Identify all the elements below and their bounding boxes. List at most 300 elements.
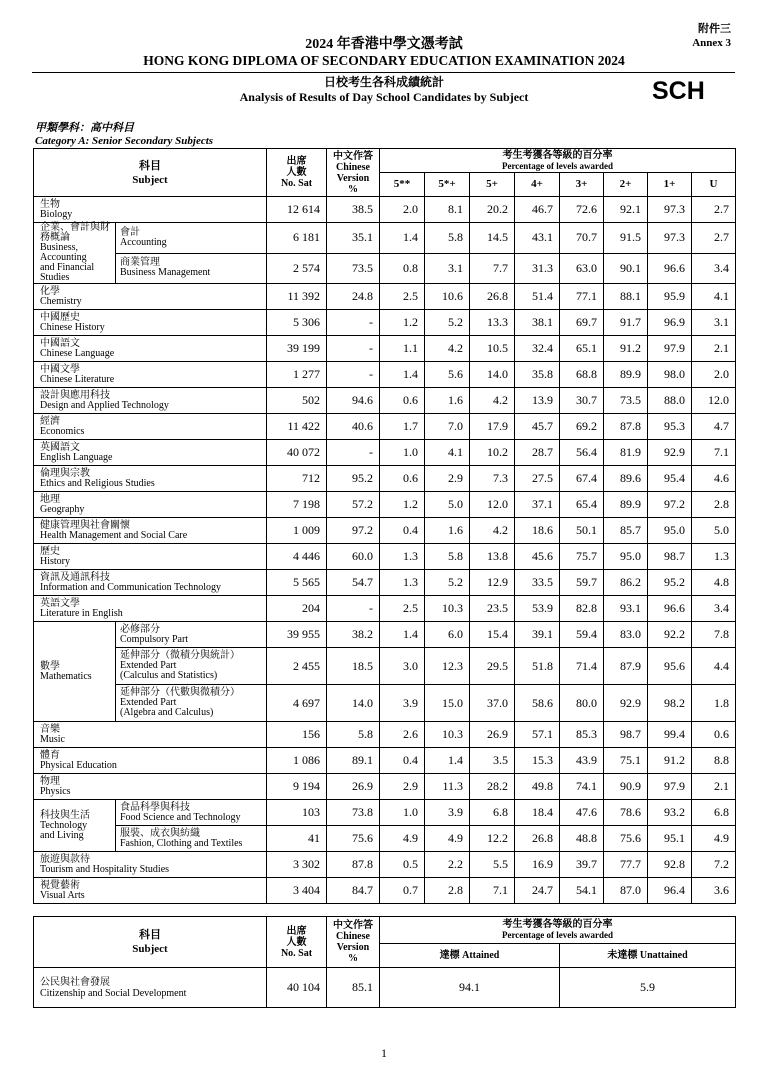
chinese-version-cell: - bbox=[327, 440, 380, 466]
grade-pct-cell: 87.0 bbox=[604, 878, 648, 904]
grade-pct-cell: 97.9 bbox=[648, 774, 692, 800]
subject-zh: 設計與應用科技 bbox=[40, 389, 110, 401]
subject-en: Food Science and Technology bbox=[120, 811, 241, 823]
subject-en: Extended Part bbox=[120, 660, 177, 671]
no-sat-cell: 7 198 bbox=[267, 492, 327, 518]
subject-en: History bbox=[40, 555, 70, 567]
grade-pct-cell: 4.4 bbox=[692, 648, 736, 685]
grade-pct-cell: 92.9 bbox=[648, 440, 692, 466]
no-sat-cell: 39 199 bbox=[267, 336, 327, 362]
group-label: and Financial Studies bbox=[40, 262, 95, 283]
grade-header: 2+ bbox=[604, 173, 648, 197]
chinese-version-cell: 94.6 bbox=[327, 388, 380, 414]
subject-en: English Language bbox=[40, 451, 113, 463]
subject-cell bbox=[34, 414, 267, 440]
no-sat-cell: 1 086 bbox=[267, 748, 327, 774]
grade-pct-cell: 96.6 bbox=[648, 253, 692, 284]
grade-pct-cell: 3.1 bbox=[692, 310, 736, 336]
subject-cell bbox=[34, 748, 267, 774]
subject-cell bbox=[34, 197, 267, 223]
no-sat-cell: 502 bbox=[267, 388, 327, 414]
csd-header-subject: 科目 Subject bbox=[34, 917, 267, 968]
category-heading bbox=[35, 122, 213, 148]
no-sat-cell: 204 bbox=[267, 596, 327, 622]
subject-zh: 經濟 bbox=[40, 415, 60, 427]
grade-pct-cell: 6.8 bbox=[470, 800, 515, 826]
grade-pct-cell: 20.2 bbox=[470, 197, 515, 223]
grade-pct-cell: 2.7 bbox=[692, 223, 736, 254]
csd-header-percentage: 考生考獲各等級的百分率 Percentage of levels awarded bbox=[380, 917, 736, 944]
grade-pct-cell: 95.4 bbox=[648, 466, 692, 492]
grade-pct-cell: 1.6 bbox=[425, 388, 470, 414]
subject-zh: 倫理與宗教 bbox=[40, 467, 90, 479]
grade-pct-cell: 38.1 bbox=[515, 310, 560, 336]
grade-pct-cell: 98.2 bbox=[648, 685, 692, 722]
subject-zh: 健康管理與社會關懷 bbox=[40, 519, 130, 531]
grade-pct-cell: 3.5 bbox=[470, 748, 515, 774]
grade-pct-cell: 1.7 bbox=[380, 414, 425, 440]
chinese-version-cell: 97.2 bbox=[327, 518, 380, 544]
grade-pct-cell: 98.7 bbox=[604, 722, 648, 748]
grade-pct-cell: 3.4 bbox=[692, 253, 736, 284]
grade-pct-cell: 14.5 bbox=[470, 223, 515, 254]
grade-header: 5+ bbox=[470, 173, 515, 197]
table-row bbox=[34, 774, 736, 800]
grade-pct-cell: 23.5 bbox=[470, 596, 515, 622]
grade-pct-cell: 98.0 bbox=[648, 362, 692, 388]
subject-cell bbox=[116, 800, 267, 826]
csd-header-attained: 達標 Attained bbox=[380, 944, 560, 968]
grade-pct-cell: 0.6 bbox=[692, 722, 736, 748]
subject-en: Information and Communication Technology bbox=[40, 581, 222, 593]
subject-en: Health Management and Social Care bbox=[40, 529, 188, 541]
sch-code: SCH bbox=[652, 77, 705, 105]
grade-pct-cell: 45.6 bbox=[515, 544, 560, 570]
grade-pct-cell: 1.2 bbox=[380, 492, 425, 518]
subject-zh: 英語文學 bbox=[40, 597, 80, 609]
chinese-version-cell: 75.6 bbox=[327, 826, 380, 852]
grade-pct-cell: 10.2 bbox=[470, 440, 515, 466]
subject-cell bbox=[116, 622, 267, 648]
grade-pct-cell: 95.9 bbox=[648, 284, 692, 310]
subject-zh: 延伸部分（代數與微積分） bbox=[120, 687, 240, 698]
grade-pct-cell: 90.1 bbox=[604, 253, 648, 284]
grade-pct-cell: 57.1 bbox=[515, 722, 560, 748]
grade-pct-cell: 8.8 bbox=[692, 748, 736, 774]
table-row bbox=[34, 748, 736, 774]
grade-pct-cell: 0.8 bbox=[380, 253, 425, 284]
subject-en: Extended Part bbox=[120, 697, 177, 708]
grade-pct-cell: 6.0 bbox=[425, 622, 470, 648]
grade-pct-cell: 51.4 bbox=[515, 284, 560, 310]
subject-cell bbox=[34, 878, 267, 904]
grade-pct-cell: 30.7 bbox=[560, 388, 604, 414]
chinese-version-cell: - bbox=[327, 310, 380, 336]
grade-pct-cell: 2.9 bbox=[380, 774, 425, 800]
grade-pct-cell: 75.7 bbox=[560, 544, 604, 570]
title-divider bbox=[32, 72, 735, 73]
subject-en: Geography bbox=[40, 503, 85, 515]
table-row bbox=[34, 968, 736, 1008]
table-row bbox=[34, 826, 736, 852]
grade-pct-cell: 99.4 bbox=[648, 722, 692, 748]
no-sat-cell: 3 302 bbox=[267, 852, 327, 878]
grade-pct-cell: 59.4 bbox=[560, 622, 604, 648]
grade-pct-cell: 16.9 bbox=[515, 852, 560, 878]
grade-pct-cell: 83.0 bbox=[604, 622, 648, 648]
subject-en: Business Management bbox=[120, 267, 211, 279]
csd-table bbox=[33, 916, 736, 1008]
grade-pct-cell: 2.0 bbox=[380, 197, 425, 223]
no-sat-cell: 5 306 bbox=[267, 310, 327, 336]
grade-pct-cell: 47.6 bbox=[560, 800, 604, 826]
grade-pct-cell: 10.6 bbox=[425, 284, 470, 310]
grade-pct-cell: 2.1 bbox=[692, 336, 736, 362]
table-row bbox=[34, 223, 736, 254]
grade-pct-cell: 71.4 bbox=[560, 648, 604, 685]
grade-pct-cell: 8.1 bbox=[425, 197, 470, 223]
grade-pct-cell: 15.0 bbox=[425, 685, 470, 722]
grade-pct-cell: 97.3 bbox=[648, 197, 692, 223]
grade-pct-cell: 92.8 bbox=[648, 852, 692, 878]
grade-pct-cell: 1.0 bbox=[380, 440, 425, 466]
grade-pct-cell: 4.9 bbox=[380, 826, 425, 852]
grade-pct-cell: 65.1 bbox=[560, 336, 604, 362]
grade-pct-cell: 43.1 bbox=[515, 223, 560, 254]
grade-pct-cell: 91.7 bbox=[604, 310, 648, 336]
grade-pct-cell: 89.9 bbox=[604, 492, 648, 518]
grade-pct-cell: 13.9 bbox=[515, 388, 560, 414]
chinese-version-cell: 5.8 bbox=[327, 722, 380, 748]
subject-cell bbox=[34, 388, 267, 414]
subject-zh: 生物 bbox=[40, 198, 60, 210]
grade-pct-cell: 1.4 bbox=[380, 622, 425, 648]
grade-pct-cell: 95.3 bbox=[648, 414, 692, 440]
no-sat-cell: 712 bbox=[267, 466, 327, 492]
grade-pct-cell: 28.2 bbox=[470, 774, 515, 800]
grade-pct-cell: 51.8 bbox=[515, 648, 560, 685]
subject-cell bbox=[34, 492, 267, 518]
subject-zh: 中國歷史 bbox=[40, 311, 80, 323]
grade-pct-cell: 72.6 bbox=[560, 197, 604, 223]
table-row bbox=[34, 440, 736, 466]
table-row bbox=[34, 685, 736, 722]
grade-pct-cell: 2.2 bbox=[425, 852, 470, 878]
subject-zh: 服裝、成衣與紡織 bbox=[120, 827, 200, 839]
header-chinese-version: 中文作答 Chinese Version % bbox=[327, 149, 380, 197]
grade-pct-cell: 97.9 bbox=[648, 336, 692, 362]
grade-pct-cell: 2.5 bbox=[380, 596, 425, 622]
grade-pct-cell: 2.8 bbox=[425, 878, 470, 904]
grade-pct-cell: 26.8 bbox=[470, 284, 515, 310]
grade-pct-cell: 96.6 bbox=[648, 596, 692, 622]
grade-pct-cell: 46.7 bbox=[515, 197, 560, 223]
no-sat-cell: 40 072 bbox=[267, 440, 327, 466]
no-sat-cell: 11 392 bbox=[267, 284, 327, 310]
subject-cell bbox=[34, 284, 267, 310]
grade-pct-cell: 26.9 bbox=[470, 722, 515, 748]
subject-zh: 物理 bbox=[40, 775, 60, 787]
grade-pct-cell: 69.7 bbox=[560, 310, 604, 336]
grade-pct-cell: 7.7 bbox=[470, 253, 515, 284]
no-sat-cell: 3 404 bbox=[267, 878, 327, 904]
group-label: 科技與生活 bbox=[40, 809, 90, 821]
grade-pct-cell: 74.1 bbox=[560, 774, 604, 800]
grade-pct-cell: 11.3 bbox=[425, 774, 470, 800]
subject-en-2: (Calculus and Statistics) bbox=[120, 670, 218, 681]
subject-zh: 食品科學與科技 bbox=[120, 801, 190, 813]
grade-pct-cell: 4.6 bbox=[692, 466, 736, 492]
chinese-version-cell: 89.1 bbox=[327, 748, 380, 774]
grade-pct-cell: 0.6 bbox=[380, 388, 425, 414]
group-label: 數學 bbox=[40, 660, 60, 672]
grade-pct-cell: 5.8 bbox=[425, 223, 470, 254]
grade-pct-cell: 29.5 bbox=[470, 648, 515, 685]
grade-pct-cell: 65.4 bbox=[560, 492, 604, 518]
grade-pct-cell: 37.1 bbox=[515, 492, 560, 518]
subject-en: Biology bbox=[40, 208, 73, 220]
grade-pct-cell: 39.7 bbox=[560, 852, 604, 878]
table-row bbox=[34, 414, 736, 440]
subject-en: Physical Education bbox=[40, 759, 117, 771]
grade-pct-cell: 3.0 bbox=[380, 648, 425, 685]
grade-pct-cell: 88.1 bbox=[604, 284, 648, 310]
grade-pct-cell: 7.1 bbox=[470, 878, 515, 904]
chinese-version-cell: 73.5 bbox=[327, 253, 380, 284]
grade-pct-cell: 12.3 bbox=[425, 648, 470, 685]
subject-en: Visual Arts bbox=[40, 889, 85, 901]
grade-pct-cell: 10.3 bbox=[425, 722, 470, 748]
grade-pct-cell: 1.0 bbox=[380, 800, 425, 826]
csd-header-chinese-version: 中文作答 Chinese Version % bbox=[327, 917, 380, 968]
grade-pct-cell: 58.6 bbox=[515, 685, 560, 722]
table-row bbox=[34, 284, 736, 310]
group-label: and Living bbox=[40, 829, 84, 841]
grade-pct-cell: 48.8 bbox=[560, 826, 604, 852]
grade-pct-cell: 12.2 bbox=[470, 826, 515, 852]
chinese-version-cell: 40.6 bbox=[327, 414, 380, 440]
grade-pct-cell: 0.7 bbox=[380, 878, 425, 904]
grade-pct-cell: 67.4 bbox=[560, 466, 604, 492]
title-zh: 2024 年香港中學文憑考試 bbox=[305, 37, 463, 52]
subtitle-en: Analysis of Results of Day School Candidates by Subject bbox=[239, 90, 529, 104]
subject-cell bbox=[34, 852, 267, 878]
grade-pct-cell: 2.5 bbox=[380, 284, 425, 310]
no-sat-cell: 103 bbox=[267, 800, 327, 826]
grade-pct-cell: 26.8 bbox=[515, 826, 560, 852]
table-row bbox=[34, 878, 736, 904]
grade-pct-cell: 96.4 bbox=[648, 878, 692, 904]
grade-pct-cell: 5.5 bbox=[470, 852, 515, 878]
subject-zh: 必修部分 bbox=[120, 623, 160, 635]
grade-pct-cell: 3.4 bbox=[692, 596, 736, 622]
table-row bbox=[34, 622, 736, 648]
grade-pct-cell: 1.4 bbox=[380, 223, 425, 254]
grade-pct-cell: 1.2 bbox=[380, 310, 425, 336]
header-no-sat: 出席人數 No. Sat bbox=[267, 149, 327, 197]
no-sat-cell: 6 181 bbox=[267, 223, 327, 254]
subject-zh: 地理 bbox=[40, 493, 60, 505]
no-sat-cell: 1 277 bbox=[267, 362, 327, 388]
no-sat-cell: 1 009 bbox=[267, 518, 327, 544]
csd-chinese-version: 85.1 bbox=[327, 968, 380, 1008]
subject-zh: 旅遊與款待 bbox=[40, 853, 90, 865]
grade-pct-cell: 78.6 bbox=[604, 800, 648, 826]
grade-pct-cell: 80.0 bbox=[560, 685, 604, 722]
grade-pct-cell: 7.8 bbox=[692, 622, 736, 648]
grade-pct-cell: 2.9 bbox=[425, 466, 470, 492]
grade-header: 4+ bbox=[515, 173, 560, 197]
grade-pct-cell: 15.3 bbox=[515, 748, 560, 774]
chinese-version-cell: 87.8 bbox=[327, 852, 380, 878]
chinese-version-cell: 57.2 bbox=[327, 492, 380, 518]
grade-pct-cell: 0.4 bbox=[380, 748, 425, 774]
grade-pct-cell: 92.1 bbox=[604, 197, 648, 223]
grade-pct-cell: 6.8 bbox=[692, 800, 736, 826]
grade-pct-cell: 5.2 bbox=[425, 570, 470, 596]
chinese-version-cell: 26.9 bbox=[327, 774, 380, 800]
grade-pct-cell: 2.7 bbox=[692, 197, 736, 223]
grade-pct-cell: 1.3 bbox=[692, 544, 736, 570]
subject-cell bbox=[34, 774, 267, 800]
grade-pct-cell: 3.9 bbox=[425, 800, 470, 826]
grade-pct-cell: 7.3 bbox=[470, 466, 515, 492]
subject-zh: 英國語文 bbox=[40, 441, 80, 453]
grade-pct-cell: 13.8 bbox=[470, 544, 515, 570]
grade-pct-cell: 97.2 bbox=[648, 492, 692, 518]
chinese-version-cell: - bbox=[327, 362, 380, 388]
grade-pct-cell: 4.2 bbox=[425, 336, 470, 362]
grade-pct-cell: 4.2 bbox=[470, 518, 515, 544]
subject-cell bbox=[34, 518, 267, 544]
grade-header: 3+ bbox=[560, 173, 604, 197]
subject-cell bbox=[34, 544, 267, 570]
subject-en: Chemistry bbox=[40, 295, 82, 307]
grade-pct-cell: 93.2 bbox=[648, 800, 692, 826]
csd-subject: 公民與社會發展 Citizenship and Social Development bbox=[34, 968, 267, 1008]
grade-pct-cell: 1.4 bbox=[425, 748, 470, 774]
subject-zh: 體育 bbox=[40, 749, 60, 761]
chinese-version-cell: 84.7 bbox=[327, 878, 380, 904]
group-label: Mathematics bbox=[40, 670, 92, 682]
grade-pct-cell: 4.8 bbox=[692, 570, 736, 596]
grade-pct-cell: 88.0 bbox=[648, 388, 692, 414]
grade-pct-cell: 4.2 bbox=[470, 388, 515, 414]
no-sat-cell: 2 574 bbox=[267, 253, 327, 284]
subject-cell bbox=[116, 223, 267, 254]
header-subject: 科目 Subject bbox=[34, 149, 267, 197]
chinese-version-cell: 18.5 bbox=[327, 648, 380, 685]
grade-pct-cell: 53.9 bbox=[515, 596, 560, 622]
subject-en: Fashion, Clothing and Textiles bbox=[120, 837, 243, 849]
subject-en: Design and Applied Technology bbox=[40, 399, 169, 411]
grade-pct-cell: 31.3 bbox=[515, 253, 560, 284]
csd-unattained: 5.9 bbox=[560, 968, 736, 1008]
category-en: Category A: Senior Secondary Subjects bbox=[35, 135, 214, 147]
group-label: Business, Accounting bbox=[40, 242, 87, 263]
grade-pct-cell: 56.4 bbox=[560, 440, 604, 466]
annex-zh: 附件三 bbox=[698, 23, 731, 35]
subject-en: Tourism and Hospitality Studies bbox=[40, 863, 170, 875]
chinese-version-cell: 38.2 bbox=[327, 622, 380, 648]
chinese-version-cell: - bbox=[327, 336, 380, 362]
grade-pct-cell: 37.0 bbox=[470, 685, 515, 722]
chinese-version-cell: 35.1 bbox=[327, 223, 380, 254]
no-sat-cell: 39 955 bbox=[267, 622, 327, 648]
page-number: 1 bbox=[381, 1046, 387, 1060]
grade-pct-cell: 12.0 bbox=[470, 492, 515, 518]
grade-pct-cell: 77.1 bbox=[560, 284, 604, 310]
grade-pct-cell: 77.7 bbox=[604, 852, 648, 878]
grade-pct-cell: 2.1 bbox=[692, 774, 736, 800]
subject-cell bbox=[34, 466, 267, 492]
grade-pct-cell: 5.0 bbox=[692, 518, 736, 544]
csd-no-sat: 40 104 bbox=[267, 968, 327, 1008]
subject-en: Music bbox=[40, 733, 65, 745]
grade-pct-cell: 10.3 bbox=[425, 596, 470, 622]
subject-cell bbox=[116, 685, 267, 722]
grade-pct-cell: 50.1 bbox=[560, 518, 604, 544]
no-sat-cell: 4 697 bbox=[267, 685, 327, 722]
grade-pct-cell: 2.6 bbox=[380, 722, 425, 748]
no-sat-cell: 11 422 bbox=[267, 414, 327, 440]
subject-en-2: (Algebra and Calculus) bbox=[120, 707, 214, 718]
grade-pct-cell: 18.4 bbox=[515, 800, 560, 826]
table-row bbox=[34, 596, 736, 622]
grade-pct-cell: 14.0 bbox=[470, 362, 515, 388]
subject-zh: 音樂 bbox=[40, 723, 60, 735]
grade-pct-cell: 33.5 bbox=[515, 570, 560, 596]
subject-en: Chinese History bbox=[40, 321, 105, 333]
grade-pct-cell: 85.3 bbox=[560, 722, 604, 748]
grade-header: U bbox=[692, 173, 736, 197]
grade-pct-cell: 92.9 bbox=[604, 685, 648, 722]
grade-header: 1+ bbox=[648, 173, 692, 197]
table-row bbox=[34, 197, 736, 223]
subject-cell bbox=[34, 440, 267, 466]
grade-pct-cell: 69.2 bbox=[560, 414, 604, 440]
grade-pct-cell: 95.2 bbox=[648, 570, 692, 596]
results-table bbox=[33, 148, 736, 904]
grade-pct-cell: 3.1 bbox=[425, 253, 470, 284]
grade-pct-cell: 70.7 bbox=[560, 223, 604, 254]
grade-pct-cell: 4.9 bbox=[425, 826, 470, 852]
grade-pct-cell: 1.6 bbox=[425, 518, 470, 544]
subject-cell bbox=[116, 648, 267, 685]
grade-pct-cell: 54.1 bbox=[560, 878, 604, 904]
grade-pct-cell: 90.9 bbox=[604, 774, 648, 800]
grade-pct-cell: 59.7 bbox=[560, 570, 604, 596]
table-row bbox=[34, 722, 736, 748]
table-row bbox=[34, 466, 736, 492]
grade-pct-cell: 5.8 bbox=[425, 544, 470, 570]
grade-pct-cell: 95.0 bbox=[604, 544, 648, 570]
table-row bbox=[34, 492, 736, 518]
grade-pct-cell: 81.9 bbox=[604, 440, 648, 466]
grade-pct-cell: 5.2 bbox=[425, 310, 470, 336]
subject-en: Ethics and Religious Studies bbox=[40, 477, 155, 489]
grade-pct-cell: 45.7 bbox=[515, 414, 560, 440]
table-row bbox=[34, 388, 736, 414]
annex-en: Annex 3 bbox=[692, 37, 731, 49]
page-title bbox=[0, 36, 768, 69]
grade-pct-cell: 5.0 bbox=[425, 492, 470, 518]
chinese-version-cell: 73.8 bbox=[327, 800, 380, 826]
grade-pct-cell: 7.2 bbox=[692, 852, 736, 878]
table-row bbox=[34, 253, 736, 284]
subject-cell bbox=[34, 570, 267, 596]
csd-attained: 94.1 bbox=[380, 968, 560, 1008]
